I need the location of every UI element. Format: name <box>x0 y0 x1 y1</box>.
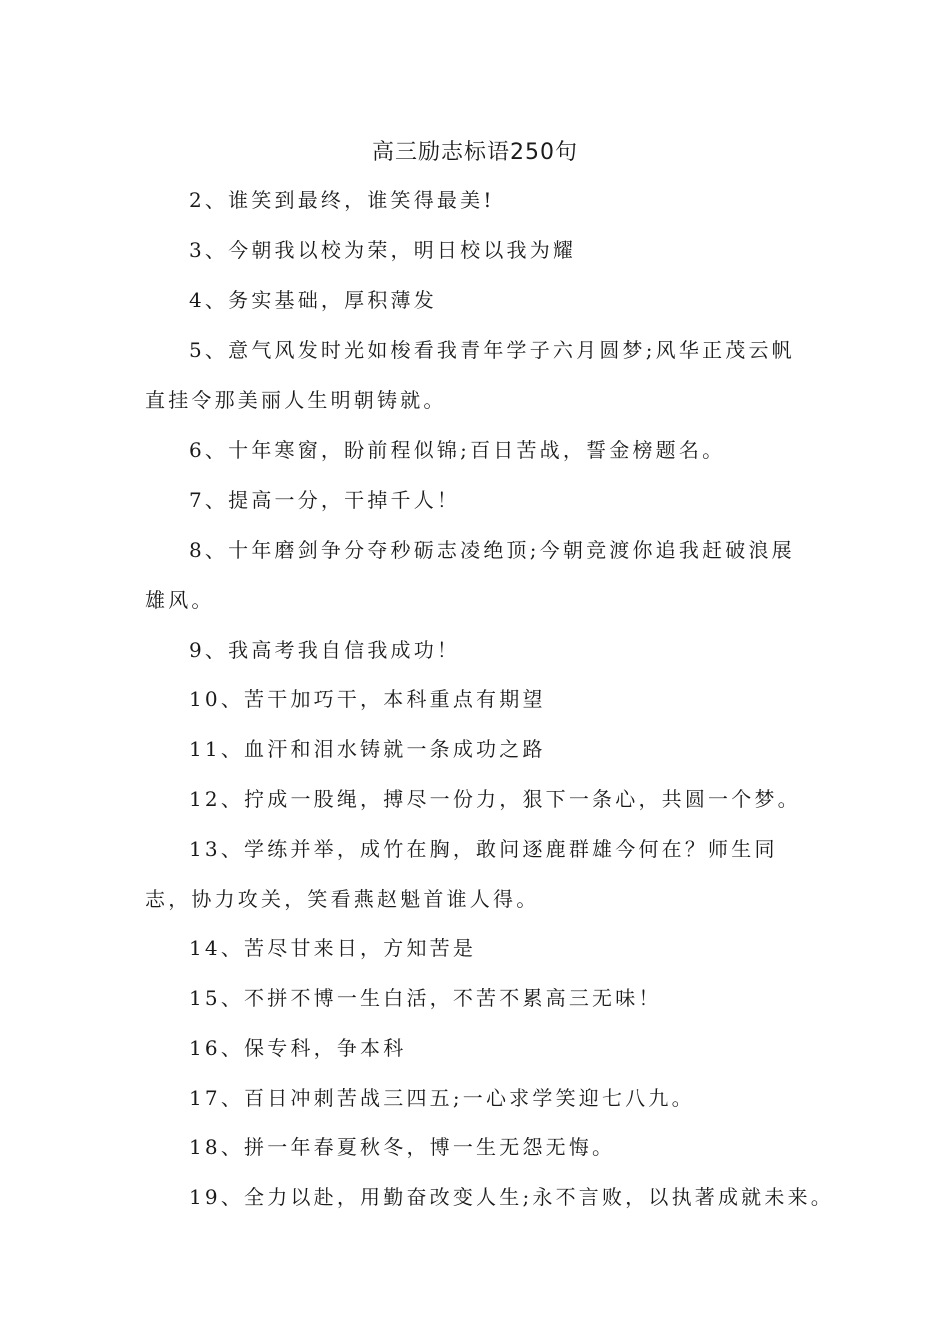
slogan-item: 19、全力以赴，用勤奋改变人生;永不言败，以执著成就未来。 <box>189 1185 834 1209</box>
slogan-item: 2、谁笑到最终，谁笑得最美! <box>189 188 495 212</box>
slogan-item: 3、今朝我以校为荣，明日校以我为耀 <box>189 238 577 262</box>
slogan-item: 6、十年寒窗，盼前程似锦;百日苦战，誓金榜题名。 <box>189 438 726 462</box>
slogan-item: 15、不拼不博一生白活，不苦不累高三无味！ <box>189 986 662 1010</box>
slogan-item: 5、意气风发时光如梭看我青年学子六月圆梦;风华正茂云帆直挂令那美丽人生明朝铸就。 <box>145 338 795 412</box>
slogan-item: 8、十年磨剑争分夺秒砺志凌绝顶;今朝竞渡你追我赶破浪展雄风。 <box>145 538 795 612</box>
slogan-item: 10、苦干加巧干，本科重点有期望 <box>189 687 546 711</box>
slogan-item: 4、务实基础，厚积薄发 <box>189 288 437 312</box>
slogan-item: 16、保专科，争本科 <box>189 1036 407 1060</box>
slogan-item: 18、拼一年春夏秋冬，博一生无怨无悔。 <box>189 1135 616 1159</box>
slogan-item: 12、拧成一股绳，搏尽一份力，狠下一条心，共圆一个梦。 <box>189 787 801 811</box>
slogan-item: 11、血汗和泪水铸就一条成功之路 <box>189 737 546 761</box>
slogan-item: 7、提高一分，干掉千人！ <box>189 488 461 512</box>
slogan-item: 13、学练并举，成竹在胸，敢问逐鹿群雄今何在？师生同志，协力攻关，笑看燕赵魁首谁人得。 <box>145 837 778 911</box>
document-title: 高三励志标语250句 <box>372 140 578 165</box>
slogan-item: 17、百日冲刺苦战三四五;一心求学笑迎七八九。 <box>189 1086 695 1110</box>
slogan-item: 9、我高考我自信我成功！ <box>189 638 461 662</box>
slogan-item: 14、苦尽甘来日，方知苦是 <box>189 936 477 960</box>
